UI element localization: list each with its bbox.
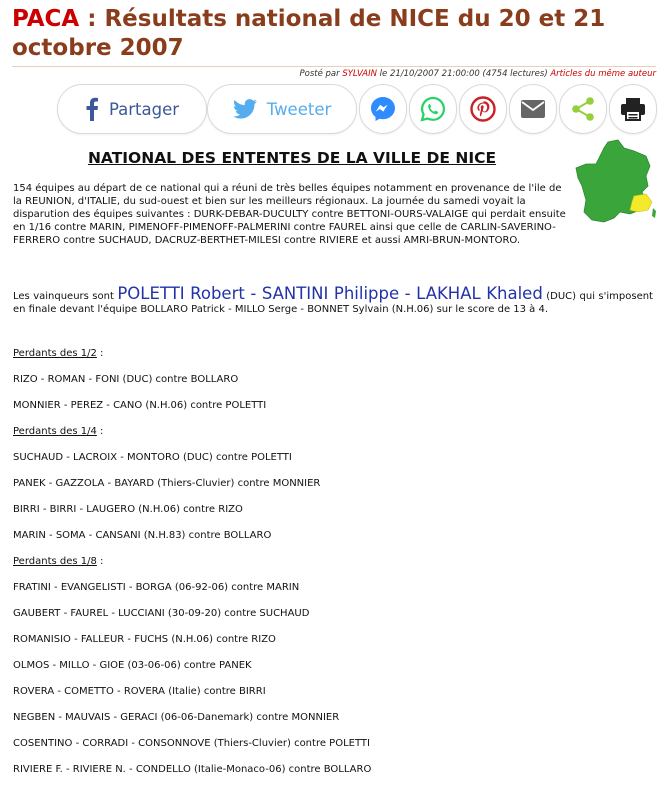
share-share-button[interactable]	[559, 84, 607, 134]
email-icon	[520, 99, 546, 119]
author-link[interactable]: SYLVAIN	[342, 69, 377, 79]
twitter-share-button[interactable]	[207, 84, 357, 134]
share-icon	[571, 96, 595, 122]
winners-names: POLETTI Robert - SANTINI Philippe - LAKHAL Khaled	[117, 284, 543, 303]
quarters-heading: Perdants des 1/4 :	[13, 426, 104, 437]
result-line: RIZO - ROMAN - FONI (DUC) contre BOLLARO	[13, 374, 239, 385]
result-line: RIVIERE F. - RIVIERE N. - CONDELLO (Italie-Monaco-06) contre BOLLARO	[13, 764, 372, 775]
print-button[interactable]	[609, 84, 657, 134]
semis-heading: Perdants des 1/2 :	[13, 348, 104, 359]
result-line: SUCHAUD - LACROIX - MONTORO (DUC) contre POLETTI	[13, 452, 292, 463]
result-line: NEGBEN - MAUVAIS - GERACI (06-06-Danemark) contre MONNIER	[13, 712, 340, 723]
twitter-share-label: Tweeter	[266, 99, 332, 119]
result-line: MARIN - SOMA - CANSANI (N.H.83) contre BOLLARO	[13, 530, 272, 541]
intro-paragraph: 154 équipes au départ de ce national qui a réuni de très belles équipes notamment en provenance de l'ile de la REUNION, d'ITALIE, du sud-ouest et bien sur les meilleurs régionaux. La journée du samedi voyait la disparution des équipes suivantes : DURK-DEBAR-DUCULTY contre BETTONI-OURS-VALAIGE qui perdait ensuite en 1/16 contre MARIN, PIMENOFF-PIMENOFF-PALMERINI contre FAUREL ainsi que celle de CARLIN-SAVERINO-FERRERO contre SUCHAUD, DACRUZ-BERTHET-MILESI contre RIVIERE et aussi AMRI-BRUN-MONTORO.	[13, 183, 566, 247]
france-map-icon	[574, 138, 658, 226]
title-divider	[12, 66, 656, 67]
pinterest-share-button[interactable]	[459, 84, 507, 134]
posted-info	[300, 69, 656, 79]
facebook-share-label: Partager	[108, 99, 180, 119]
winners-suffix: (DUC) qui s'imposent en finale devant l'équipe BOLLARO Patrick - MILLO Serge - BONNET Sylvain (N.H.06) sur le score de 13 à 4.	[13, 291, 653, 316]
winners-prefix: Les vainqueurs sont	[13, 291, 118, 302]
result-line: BIRRI - BIRRI - LAUGERO (N.H.06) contre RIZO	[13, 504, 243, 515]
whatsapp-icon	[420, 96, 446, 122]
facebook-icon	[85, 97, 99, 121]
facebook-share-button[interactable]	[57, 84, 207, 134]
printer-icon	[620, 97, 646, 121]
email-share-button[interactable]	[509, 84, 557, 134]
twitter-icon	[233, 99, 257, 119]
posted-date: le 21/10/2007 21:00:00 (4754 lectures)	[379, 69, 548, 79]
result-line: FRATINI - EVANGELISTI - BORGA (06-92-06) contre MARIN	[13, 582, 300, 593]
posted-prefix: Posté par	[299, 69, 340, 79]
winners-paragraph	[13, 284, 653, 316]
result-line: PANEK - GAZZOLA - BAYARD (Thiers-Cluvier) contre MONNIER	[13, 478, 321, 489]
same-author-link[interactable]: Articles du même auteur	[550, 69, 656, 79]
result-line: OLMOS - MILLO - GIOE (03-06-06) contre PANEK	[13, 660, 252, 671]
eighths-heading: Perdants des 1/8 :	[13, 556, 104, 567]
messenger-share-button[interactable]	[359, 84, 407, 134]
result-line: GAUBERT - FAUREL - LUCCIANI (30-09-20) contre SUCHAUD	[13, 608, 310, 619]
result-line: COSENTINO - CORRADI - CONSONNOVE (Thiers-Cluvier) contre POLETTI	[13, 738, 370, 749]
result-line: ROMANISIO - FALLEUR - FUCHS (N.H.06) contre RIZO	[13, 634, 276, 645]
result-line: ROVERA - COMETTO - ROVERA (Italie) contre BIRRI	[13, 686, 266, 697]
section-heading: NATIONAL DES ENTENTES DE LA VILLE DE NICE	[87, 149, 497, 167]
pinterest-icon	[470, 96, 496, 122]
article-title	[12, 5, 652, 63]
whatsapp-share-button[interactable]	[409, 84, 457, 134]
article-title-text: : Résultats national de NICE du 20 et 21 octobre 2007	[12, 6, 606, 61]
messenger-icon	[370, 96, 396, 122]
result-line: MONNIER - PEREZ - CANO (N.H.06) contre POLETTI	[13, 400, 267, 411]
share-bar	[57, 84, 657, 134]
article-region: PACA	[12, 6, 80, 32]
